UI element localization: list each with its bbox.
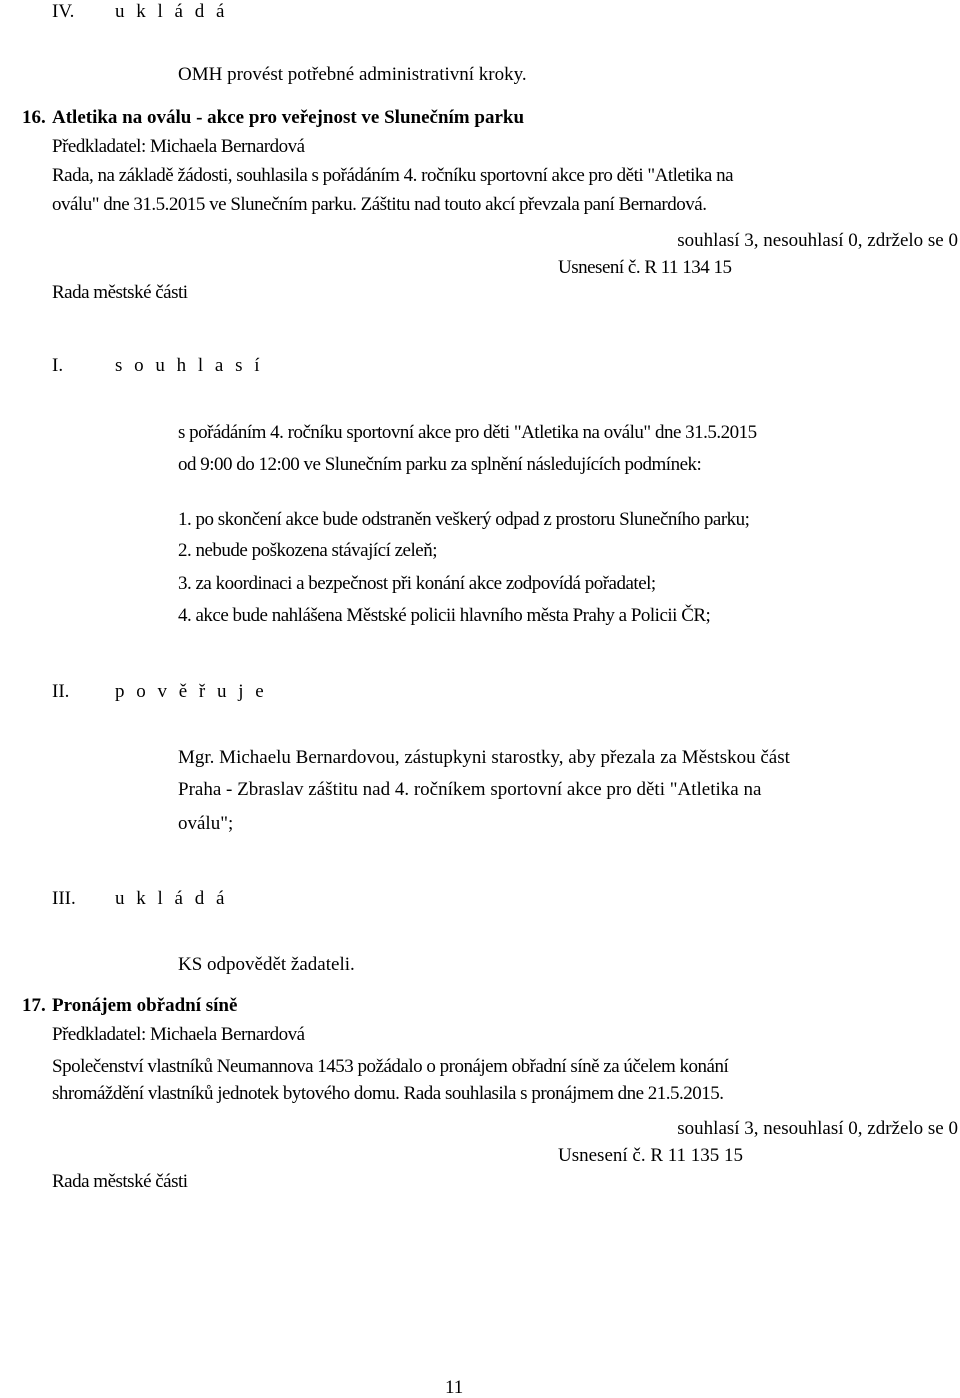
item-desc-16-line1: Rada, na základě žádosti, souhlasila s pořádáním 4. ročníku sportovní akce pro děti "Atletika na [52,165,734,186]
item-presenter-16: Předkladatel: Michaela Bernardová [52,136,305,157]
item-title-16: Atletika na oválu - akce pro veřejnost ve Slunečním parku [52,107,525,128]
item-number-17: 17. [22,995,46,1016]
section-verb-uklada: u k l á d á [115,888,228,909]
council-label-16: Rada městské části [52,282,188,303]
condition-item: 3. za koordinaci a bezpečnost při konání akce zodpovídá pořadatel; [178,573,656,594]
resolution-number-16: Usnesení č. R 11 134 15 [558,257,732,278]
section-verb-poveruje: p o v ě ř u j e [115,681,268,702]
page-number: 11 [445,1377,464,1398]
section-numeral-iii: III. [52,888,76,909]
section-ii-line3: oválu"; [178,813,234,834]
item-desc-17-line1: Společenství vlastníků Neumannova 1453 požádalo o pronájem obřadní síně za účelem konání [52,1056,729,1077]
section-numeral-iv: IV. [52,1,75,22]
condition-item: 1. po skončení akce bude odstraněn veškerý odpad z prostoru Slunečního parku; [178,509,750,530]
condition-item: 4. akce bude nahlášena Městské policii hlavního města Prahy a Policii ČR; [178,605,711,626]
item-presenter-17: Předkladatel: Michaela Bernardová [52,1024,305,1045]
section-ii-line2: Praha - Zbraslav záštitu nad 4. ročníkem sportovní akce pro děti "Atletika na [178,779,762,800]
section-numeral-i: I. [52,355,64,376]
section-verb-uklada: u k l á d á [115,1,228,22]
section-numeral-ii: II. [52,681,70,702]
vote-result-16: souhlasí 3, nesouhlasí 0, zdrželo se 0 [677,230,958,251]
resolution-number-17: Usnesení č. R 11 135 15 [558,1145,744,1166]
item-desc-17-line2: shromáždění vlastníků jednotek bytového domu. Rada souhlasila s pronájmem dne 21.5.2015. [52,1083,724,1104]
council-label-17: Rada městské části [52,1171,188,1192]
section-verb-souhlasi: s o u h l a s í [115,355,264,376]
condition-item: 2. nebude poškozena stávající zeleň; [178,540,437,561]
prev-item-text: OMH provést potřebné administrativní kroky. [178,64,527,85]
item-desc-16-line2: oválu" dne 31.5.2015 ve Slunečním parku. Záštitu nad touto akcí převzala paní Bernardová. [52,194,707,215]
vote-result-17: souhlasí 3, nesouhlasí 0, zdrželo se 0 [677,1118,958,1139]
item-number-16: 16. [22,107,46,128]
section-ii-line1: Mgr. Michaelu Bernardovou, zástupkyni starostky, aby přezala za Městskou část [178,747,790,768]
section-iii-text: KS odpovědět žadateli. [178,954,355,975]
section-i-line2: od 9:00 do 12:00 ve Slunečním parku za splnění následujících podmínek: [178,454,702,475]
section-i-line1: s pořádáním 4. ročníku sportovní akce pro děti "Atletika na oválu" dne 31.5.2015 [178,422,757,443]
item-title-17: Pronájem obřadní síně [52,995,238,1016]
